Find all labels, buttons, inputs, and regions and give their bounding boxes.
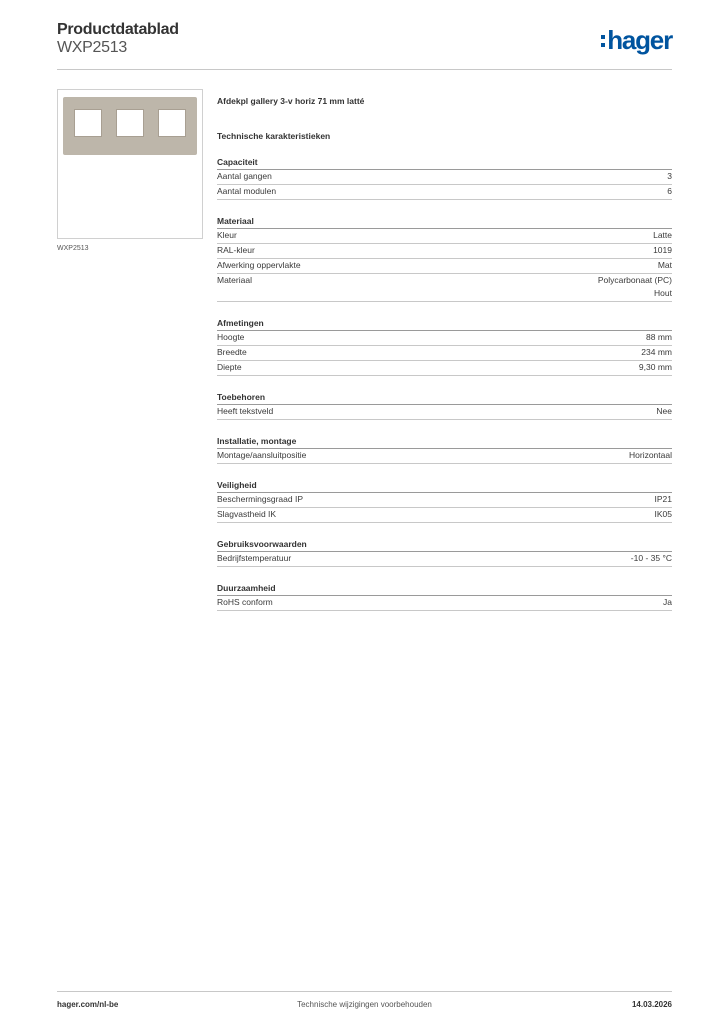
spec-value — [639, 361, 672, 374]
spec-label: RoHS conform — [217, 597, 273, 607]
product-image — [63, 97, 197, 155]
spec-label: Montage/aansluitpositie — [217, 450, 307, 460]
plate-opening-icon — [158, 109, 186, 137]
spec-section — [217, 479, 672, 523]
spec-value-line: 234 mm — [641, 347, 672, 357]
logo-dots-icon — [601, 35, 605, 47]
section-title: Toebehoren — [217, 391, 672, 405]
spec-section — [217, 215, 672, 302]
product-code: WXP2513 — [57, 39, 127, 56]
spec-value-line: -10 - 35 °C — [630, 553, 672, 563]
spec-row — [217, 170, 672, 185]
spec-value-line: IP21 — [654, 494, 672, 504]
section-title: Afmetingen — [217, 317, 672, 331]
spec-sections — [217, 156, 672, 611]
section-title: Veiligheid — [217, 479, 672, 493]
hager-logo — [601, 25, 672, 55]
spec-value — [656, 405, 672, 418]
spec-row — [217, 229, 672, 244]
product-image-frame — [57, 89, 203, 239]
spec-value-line: 6 — [667, 186, 672, 196]
spec-row — [217, 449, 672, 464]
spec-value — [655, 493, 673, 506]
section-title: Installatie, montage — [217, 435, 672, 449]
spec-row — [217, 493, 672, 508]
spec-value-line: 3 — [667, 171, 672, 181]
spec-value-line: 9,30 mm — [638, 362, 672, 372]
product-description: Afdekpl gallery 3-v horiz 71 mm latté — [217, 96, 365, 106]
spec-row — [217, 244, 672, 259]
spec-label: Aantal gangen — [217, 171, 272, 181]
logo-text: hager — [607, 25, 672, 55]
spec-value-line: IK05 — [654, 509, 672, 519]
plate-opening-icon — [74, 109, 102, 137]
spec-value — [631, 552, 672, 565]
spec-section — [217, 317, 672, 376]
spec-label: Hoogte — [217, 332, 245, 342]
spec-value-line: 88 mm — [646, 332, 672, 342]
spec-value-line: Nee — [656, 406, 672, 416]
spec-row — [217, 552, 672, 567]
spec-value-line: Latte — [653, 230, 672, 240]
spec-label: RAL-kleur — [217, 245, 255, 255]
spec-section — [217, 538, 672, 567]
tech-heading: Technische karakteristieken — [217, 131, 331, 141]
spec-content — [217, 95, 672, 611]
spec-value — [641, 346, 672, 359]
spec-label: Aantal modulen — [217, 186, 277, 196]
spec-label: Slagvastheid IK — [217, 509, 277, 519]
section-title: Capaciteit — [217, 156, 672, 170]
spec-value — [653, 244, 672, 257]
spec-label: Breedte — [217, 347, 247, 357]
spec-value — [655, 508, 673, 521]
spec-value — [598, 274, 672, 300]
section-title: Materiaal — [217, 215, 672, 229]
spec-row — [217, 185, 672, 200]
footer-disclaimer: Technische wijzigingen voorbehouden — [297, 1000, 432, 1009]
spec-value — [653, 229, 672, 242]
spec-row — [217, 361, 672, 376]
spec-label: Diepte — [217, 362, 242, 372]
spec-row — [217, 259, 672, 274]
footer-date: 14.03.2026 — [631, 1000, 672, 1009]
plate-opening-icon — [116, 109, 144, 137]
spec-label: Kleur — [217, 230, 237, 240]
spec-label: Beschermingsgraad IP — [217, 494, 303, 504]
footer-website: hager.com/nl-be — [57, 1000, 119, 1009]
spec-label: Afwerking oppervlakte — [217, 260, 301, 270]
document-title: Productdatablad — [57, 21, 179, 38]
spec-value — [658, 259, 672, 272]
page-header — [57, 20, 672, 70]
spec-section — [217, 435, 672, 464]
spec-value-line: Horizontaal — [629, 450, 672, 460]
spec-row — [217, 331, 672, 346]
spec-value-line: Hout — [654, 288, 672, 298]
spec-row — [217, 405, 672, 420]
spec-value — [646, 331, 672, 344]
spec-value — [667, 170, 672, 183]
spec-value — [663, 596, 672, 609]
spec-section — [217, 391, 672, 420]
spec-label: Heeft tekstveld — [217, 406, 274, 416]
spec-row — [217, 508, 672, 523]
spec-value-line: Polycarbonaat (PC) — [597, 275, 672, 285]
spec-section — [217, 582, 672, 611]
spec-label: Materiaal — [217, 275, 252, 285]
spec-value-line: Ja — [663, 597, 672, 607]
spec-label: Bedrijfstemperatuur — [217, 553, 292, 563]
spec-row — [217, 346, 672, 361]
section-title: Gebruiksvoorwaarden — [217, 538, 672, 552]
spec-value-line: Mat — [657, 260, 672, 270]
section-title: Duurzaamheid — [217, 582, 672, 596]
spec-value-line: 1019 — [653, 245, 672, 255]
product-image-caption: WXP2513 — [57, 245, 89, 252]
spec-row — [217, 596, 672, 611]
spec-row — [217, 274, 672, 302]
spec-value — [667, 185, 672, 198]
page-footer — [57, 991, 672, 1012]
spec-section — [217, 156, 672, 200]
spec-value — [629, 449, 672, 462]
